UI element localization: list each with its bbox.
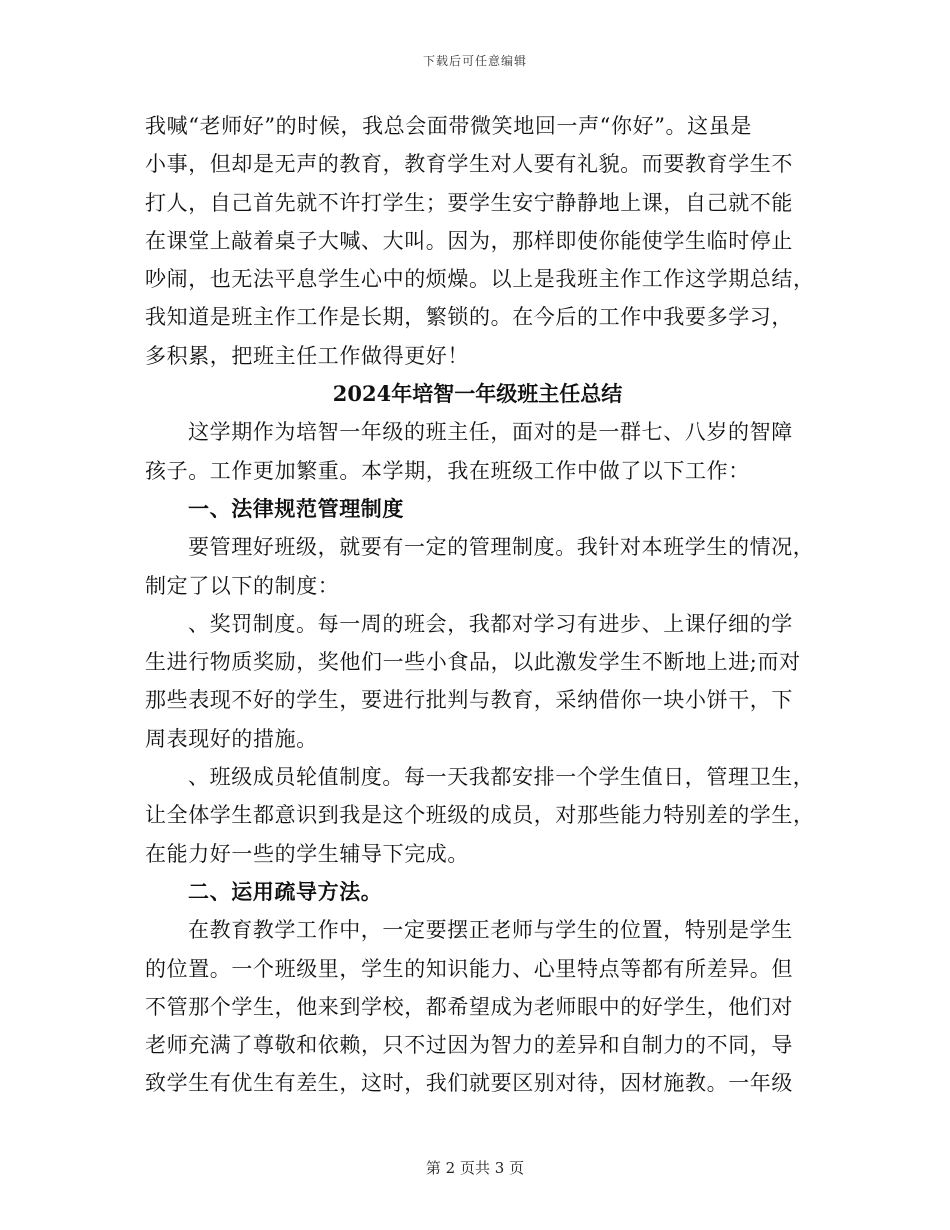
page-header: 下载后可任意编辑 [422, 54, 527, 68]
paragraph-first-line: 、奖罚制度。每一周的班会，我都对学习有进步、上课仔细的学 [188, 611, 793, 636]
paragraph-line: 的位置。一个班级里，学生的知识能力、心里特点等都有所差异。但 [145, 956, 793, 981]
paragraph-line: 打人，自己首先就不许打学生；要学生安宁静静地上课，自己就不能 [145, 190, 793, 215]
paragraph-first-line: 在教育教学工作中，一定要摆正老师与学生的位置，特别是学生 [188, 918, 793, 943]
section-heading: 一、法律规范管理制度 [188, 495, 404, 521]
paragraph-line: 在能力好一些的学生辅导下完成。 [145, 841, 469, 866]
paragraph-line: 在课堂上敲着桌子大喊、大叫。因为，那样即使你能使学生临时停止 [145, 228, 793, 253]
paragraph-line: 致学生有优生有差生，这时，我们就要区别对待，因材施教。一年级 [145, 1071, 793, 1096]
paragraph-line: 我喊“老师好”的时候，我总会面带微笑地回一声“你好”。这虽是 [145, 114, 752, 138]
paragraph-line: 老师充满了尊敬和依赖，只不过因为智力的差异和自制力的不同，导 [145, 1033, 793, 1058]
section-heading: 二、运用疏导方法。 [188, 878, 383, 904]
page-footer: 第 2 页共 3 页 [425, 1159, 525, 1177]
paragraph-line: 小事，但却是无声的教育，教育学生对人要有礼貌。而要教育学生不 [145, 152, 793, 177]
paragraph-first-line: 、班级成员轮值制度。每一天我都安排一个学生值日，管理卫生， [188, 765, 815, 790]
paragraph-line: 多积累，把班主任工作做得更好！ [145, 343, 469, 368]
paragraph-first-line: 要管理好班级，就要有一定的管理制度。我针对本班学生的情况， [188, 535, 815, 560]
section-title: 2024年培智一年级班主任总结 [332, 381, 623, 407]
paragraph-line: 吵闹，也无法平息学生心中的烦燥。以上是我班主作工作这学期总结， [145, 267, 815, 292]
paragraph-line: 我知道是班主作工作是长期，繁锁的。在今后的工作中我要多学习， [145, 305, 793, 330]
paragraph-line: 制定了以下的制度： [145, 573, 340, 598]
paragraph-line: 不管那个学生，他来到学校，都希望成为老师眼中的好学生，他们对 [145, 994, 793, 1019]
paragraph-line: 周表现好的措施。 [145, 726, 318, 751]
document-body [145, 107, 815, 1103]
paragraph-line: 孩子。工作更加繁重。本学期，我在班级工作中做了以下工作： [145, 458, 750, 483]
paragraph-line: 生进行物质奖励，奖他们一些小食品，以此激发学生不断地上进;而对 [145, 650, 801, 675]
paragraph-first-line: 这学期作为培智一年级的班主任，面对的是一群七、八岁的智障 [188, 420, 793, 445]
paragraph-line: 让全体学生都意识到我是这个班级的成员，对那些能力特别差的学生， [145, 803, 815, 828]
paragraph-line: 那些表现不好的学生，要进行批判与教育，采纳借你一块小饼干，下 [145, 688, 793, 713]
